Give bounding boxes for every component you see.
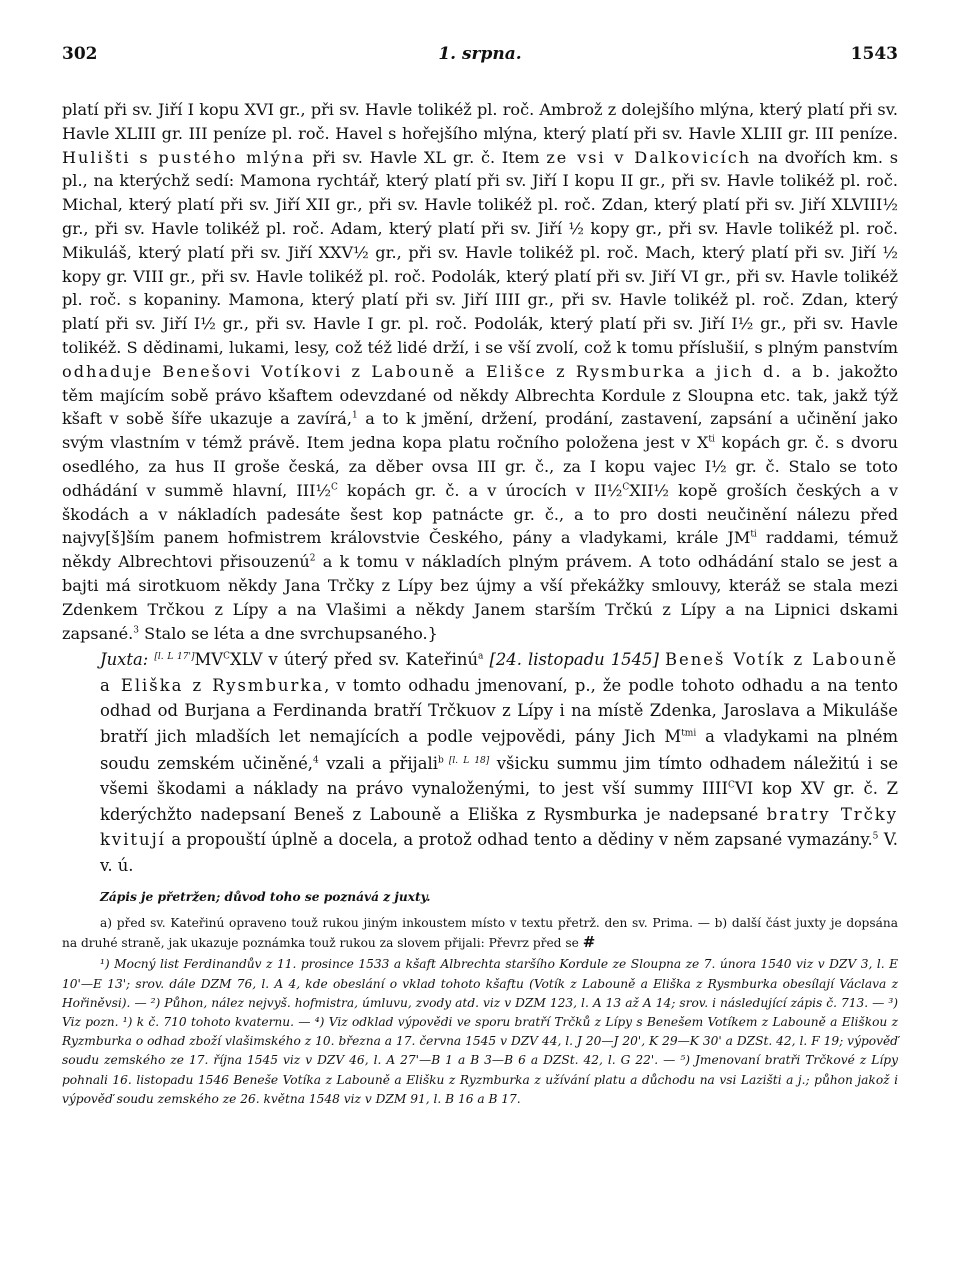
running-header (62, 44, 898, 78)
folio-ref: [l. L 17'] (154, 652, 195, 663)
footnote-ref: 3 (133, 625, 139, 636)
main-entry-text (62, 98, 898, 645)
text-run: platí při sv. Jiří I kopu XVI gr., při sv. Havle tolikéž pl. roč. Ambrož z dolejšího mlýna, který platí při sv. Havle XLIII gr. III peníze pl. roč. Havel s hořejšího mlýna, který platí při sv. Havle XLIII gr. III peníze. (62, 100, 898, 143)
text-run: všicku summu jim tímto odhadem náležitú i se všemi škodami a náklady na právo vynaloženými, to jest vší summy IIII (100, 753, 899, 799)
footnotes (62, 914, 898, 1109)
text-run: V. v. ú. (100, 830, 898, 875)
text-run: ¹) Mocný list Ferdinandův z 11. prosince 1533 a kšaft Albrechta staršího Kordule ze Sloupna ze 7. února 1540 viz v DZV 3, l. E 10'—E 13'; srov. dále DZM 76, l. A 4, kde obeslání o vklad tohoto kšaftu (Votík z Labouně a Eliška z Rysmburka obesílají Václava z Hořiněvsi). — ²) Půhon, nález nejvyš. hofmistra, úmluvu, zvody atd. viz v DZM 123, l. A 13 až A 14; srov. i následující zápis č. 713. — ³) Viz pozn. ¹) k č. 710 tohoto kvaternu. — ⁴) Viz odklad výpovědi ve sporu bratří Trčků z Lípy s Benešem Votíkem z Labouně a Eliškou z Ryzmburka o odhad zboží vlašimského z 10. března a 17. června 1545 v DZV 44, l. J 20—J 20', K 29—K 30' a DZSt. 42, l. F 19; výpověď soudu zemského ze 17. října 1545 viz v DZV 46, l. A 27'—B 1 a B 3—B 6 a DZSt. 42, l. G 22'. — ⁵) Jmenovaní bratři Trčkové z Lípy pohnali 16. listopadu 1546 Beneše Votíka z Labouně a Elišku z Ryzmburka z užívání platu a důchodu na vsi Lazišti a j.; půhon jakož i výpověď soudu zemského ze 26. května 1548 viz v DZM 91, l. B 16 a B 17. (62, 957, 898, 1106)
superscript: C (727, 780, 735, 791)
text-run: jakožto těm majícím sobě právo kšaftem odevzdané od někdy Albrechta Kordule z Sloupna etc. tak, jakž týž kšaft v sobě šíře ukazuje a zavírá, (62, 361, 898, 429)
juxta-label: Juxta: (100, 650, 149, 670)
cross-reference-mark: # (582, 933, 596, 952)
text-run: a to k jmění, držení, prodání, zastavení, zapsání a učinění jako svým vlastním v témž právě. Item jedna kopa platu ročního položena jest v X (62, 409, 898, 453)
footnote-ref: 1 (351, 411, 358, 421)
spaced-text: Beneš Votík z Labouně a Eliška z Rysmburka (100, 650, 899, 695)
spaced-text: Hulišti s pustého mlýna (62, 147, 306, 167)
superscript: C (622, 482, 630, 493)
text-run: VI kop XV gr. č. Z kderýchžto nadepsaní Beneš z Labouně a Eliška z Rysmburka je nadepsané (100, 779, 898, 824)
page-number: 302 (62, 44, 98, 64)
text-run: MV (194, 650, 224, 670)
text-run: kopách gr. č. s dvoru osedlého, za hus II groše česká, za děber ovsa III gr. č., za I kopu vajec I½ gr. č. Stalo se toto odhádání v summě hlavní, III½ (62, 433, 898, 500)
superscript: C (223, 651, 231, 662)
note-ref: b (437, 755, 444, 766)
juxta-paragraph (62, 645, 898, 878)
text-run: a propouští úplně a docela, a protož odhad tento a dědiny v něm zapsané vymazány. (165, 830, 873, 850)
superscript: tmi (681, 728, 697, 739)
editorial-date: [24. listopadu 1545] (483, 650, 665, 670)
text-run: , v tomto odhadu jmenovaní, p., že podle tohoto odhadu a na tento odhad od Burjana a Ferdinanda bratří Trčkuov z Lípy i na místě Zdenka, Jaroslava a Mikuláše bratří jich mladších let nemajících a podle vejpovědi, pány Jich M (100, 675, 898, 746)
textual-notes (62, 914, 898, 953)
superscript: C (331, 482, 338, 493)
superscript: ti (708, 434, 715, 445)
text-run: XLV v úterý před sv. Kateřinú (230, 650, 479, 670)
text-run: XII½ kopě groších českých a v škodách a v nákladích padesáte šest kop patnácte gr. č., a to pro dosti neučinění nálezu před najvy[š]ším panem hofmistrem královstvie Českého, pány a vladykami, krále JM (62, 480, 898, 548)
text-run: a) před sv. Kateřinú opraveno touž rukou jiným inkoustem místo v textu přetrž. den sv. Prima. — b) další část juxty je dopsána na druhé straně, jak ukazuje poznámka touž rukou za slovem přijali: Převrz před se (62, 915, 898, 951)
spaced-text: ze vsi v Dalkovicích (546, 147, 752, 167)
running-title-date: 1. srpna. (438, 44, 522, 64)
footnote-ref: 2 (309, 553, 316, 564)
superscript: ti (750, 529, 757, 540)
explanatory-notes (62, 955, 898, 1109)
running-year: 1543 (850, 44, 898, 64)
folio-ref: [l. L 18] (443, 755, 490, 766)
document-page (62, 44, 898, 1109)
text-run: Stalo se léta a dne svrchupsaného.} (138, 623, 438, 643)
text-run: raddami, témuž někdy Albrechtovi přisouzenú (62, 528, 898, 572)
text-run: a vladykami na plném soudu zemském učiněné, (100, 726, 898, 773)
spaced-text: bratry Trčky kvitují (100, 804, 898, 850)
text-run: při sv. Havle XL gr. č. Item (305, 147, 547, 167)
text-run: na dvořích km. s pl., na kterýchž sedí: Mamona rychtář, který platí při sv. Jiří I kopu II gr., při sv. Havle tolikéž pl. roč. Michal, který platí při sv. Jiří XII gr., při sv. Havle tolikéž pl. roč. Zdan, který platí při sv. Jiří XLVIII½ gr., při sv. Havle tolikéž pl. roč. Adam, který platí při sv. Jiří ½ kopy gr., při sv. Havle tolikéž pl. roč. Mikuláš, který platí při sv. Jiří XXV½ gr., při sv. Havle tolikéž pl. roč. Mach, který platí při sv. Jiří ½ kopy gr. VIII gr., při sv. Havle tolikéž pl. roč. Podolák, který platí při sv. Jiří VI gr., při sv. Havle tolikéž pl. roč. s kopaniny. Mamona, který platí při sv. Jiří IIII gr., při sv. Havle tolikéž pl. roč. Zdan, který platí při sv. Jiří I½ gr., při sv. Havle I gr. pl. roč. Podolák, který platí při sv. Jiří I½ gr., při sv. Havle tolikéž. S dědinami, lukami, lesy, což též lidé drží, i se vší zvolí, což k tomu příslušií, s plným panstvím (62, 147, 898, 357)
editorial-note: Zápis je přetržen; důvod toho se poznává z juxty. (100, 889, 431, 904)
note-ref: a (478, 651, 484, 662)
text-run: a k tomu v nákladích plným právem. A toto odhádání stalo se jest a bajti má sirotkuom někdy Jana Trčky z Lípy bez újmy a vší překážky smlouvy, kteráž se stala mezi Zdenkem Trčkou z Lípy a na Vlašimi a někdy Janem starším Trčkú z Lípy a na Lipnici dskami zapsané. (62, 552, 898, 643)
text-run: vzali a přijali (318, 753, 438, 773)
footnote-ref: 5 (872, 831, 879, 842)
footnote-ref: 4 (313, 755, 319, 766)
spaced-text: odhaduje Benešovi Votíkovi z Labouně a Elišce z Rysmburka a jich d. a b. (62, 361, 833, 381)
text-run: kopách gr. č. a v úrocích v II½ (337, 480, 623, 500)
